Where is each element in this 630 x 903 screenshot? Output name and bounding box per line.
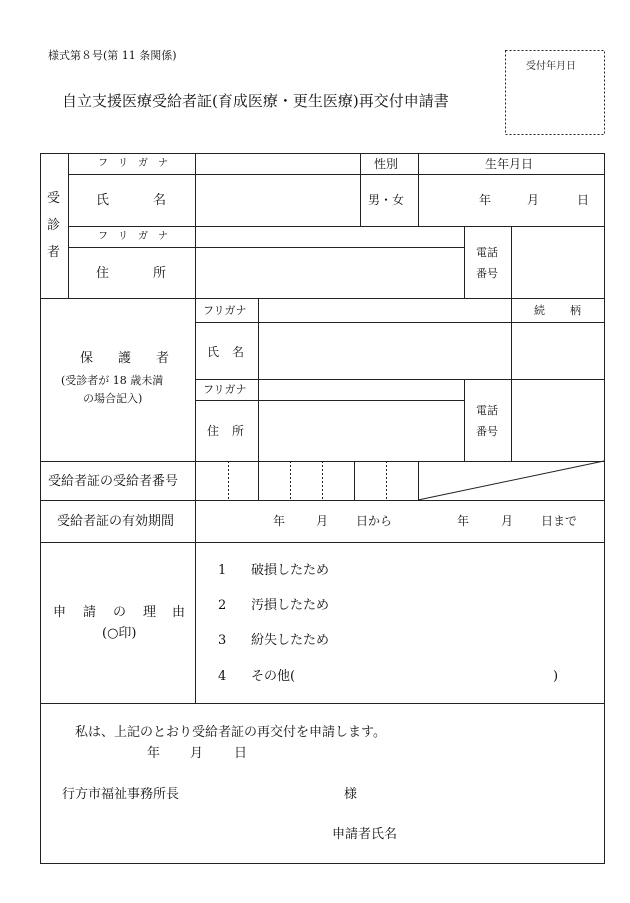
reason-note: (○印) (102, 626, 137, 641)
reason-label-4: 理 (143, 605, 157, 620)
patient-furigana-label: フ リ ガ ナ (98, 158, 168, 169)
reason-option-1-num: 1 (218, 563, 227, 578)
guardian-section-label-2: 護 (118, 351, 132, 366)
receipt-date-label: 受付年月日 (526, 61, 576, 72)
patient-address-field[interactable] (196, 248, 464, 298)
declaration-year: 年 (147, 746, 161, 761)
patient-name-label-1: 氏 (96, 193, 110, 208)
guardian-furigana-label: フリガナ (203, 304, 247, 317)
validity-from-month: 月 (316, 514, 329, 528)
patient-phone-label-1: 電話 (476, 246, 498, 259)
patient-name-field[interactable] (196, 175, 360, 226)
patient-phone-label-2: 番号 (476, 267, 498, 280)
declaration-month: 月 (190, 746, 204, 761)
relation-field[interactable] (512, 323, 604, 379)
applicant-name-field[interactable] (405, 820, 595, 846)
dob-month-label: 月 (527, 193, 540, 207)
reason-option-4-close: ) (553, 669, 559, 684)
reason-option-4-num: 4 (218, 669, 227, 684)
addressee: 行方市福祉事務所長 (62, 787, 180, 802)
relation-label-1: 続 (534, 304, 545, 317)
patient-address-label-2: 所 (153, 266, 167, 281)
guardian-name-label-1: 氏 (207, 345, 220, 359)
patient-address-furigana-label: フ リ ガ ナ (98, 231, 168, 242)
guardian-address-field[interactable] (259, 401, 464, 461)
certificate-number-field[interactable] (196, 462, 418, 500)
guardian-note-line-2: の場合記入) (83, 392, 143, 405)
validity-label: 受給者証の有効期間 (57, 514, 175, 529)
dob-header: 生年月日 (485, 157, 534, 171)
validity-from-day: 日から (356, 514, 393, 528)
reason-option-1[interactable]: 破損したため (251, 563, 330, 578)
guardian-address-furigana-label: フリガナ (203, 383, 247, 396)
reason-option-3[interactable]: 紛失したため (251, 633, 330, 648)
validity-to-month: 月 (501, 514, 514, 528)
validity-from-year: 年 (273, 514, 286, 528)
form-title: 自立支援医療受給者証(育成医療・更生医療)再交付申請書 (62, 92, 449, 110)
guardian-phone-label-2: 番号 (476, 425, 498, 438)
form-number: 様式第８号(第 11 条関係) (48, 49, 177, 62)
patient-section-label-2: 診 (47, 218, 61, 233)
guardian-name-field[interactable] (259, 323, 511, 379)
reason-option-4[interactable]: その他( (251, 669, 296, 684)
guardian-address-label-1: 住 (207, 424, 220, 438)
validity-to-day: 日まで (541, 514, 578, 528)
guardian-address-label-2: 所 (232, 424, 245, 438)
guardian-note-line-1: (受診者が 18 歳未満 (61, 374, 164, 387)
reason-option-2[interactable]: 汚損したため (251, 598, 330, 613)
dob-day-label: 日 (577, 193, 590, 207)
certificate-number-label: 受給者証の受給者番号 (48, 474, 179, 489)
declaration-day: 日 (234, 746, 248, 761)
validity-to-year: 年 (457, 514, 470, 528)
patient-phone-field[interactable] (512, 227, 604, 298)
declaration-statement: 私は、上記のとおり受給者証の再交付を申請します。 (75, 725, 386, 740)
reason-other-field[interactable] (305, 666, 550, 688)
guardian-section-label-1: 保 (80, 351, 94, 366)
guardian-phone-field[interactable] (512, 380, 604, 461)
reason-option-3-num: 3 (218, 633, 227, 648)
guardian-name-label-2: 名 (232, 345, 245, 359)
reason-label-2: 請 (83, 605, 97, 620)
guardian-section-label-3: 者 (156, 351, 170, 366)
sex-header: 性別 (374, 157, 399, 171)
sex-options[interactable]: 男・女 (368, 193, 405, 207)
patient-section-label-3: 者 (47, 245, 61, 260)
applicant-name-label: 申請者氏名 (332, 827, 398, 842)
honorific: 様 (344, 787, 358, 802)
reason-label-1: 申 (53, 605, 67, 620)
relation-label-2: 柄 (570, 304, 581, 317)
reason-label-5: 由 (172, 605, 186, 620)
dob-year-label: 年 (479, 193, 492, 207)
patient-name-label-2: 名 (153, 193, 167, 208)
guardian-phone-label-1: 電話 (476, 404, 498, 417)
patient-address-label-1: 住 (96, 266, 110, 281)
reason-option-2-num: 2 (218, 598, 227, 613)
reason-label-3: の (113, 605, 127, 620)
patient-section-label-1: 受 (47, 191, 61, 206)
